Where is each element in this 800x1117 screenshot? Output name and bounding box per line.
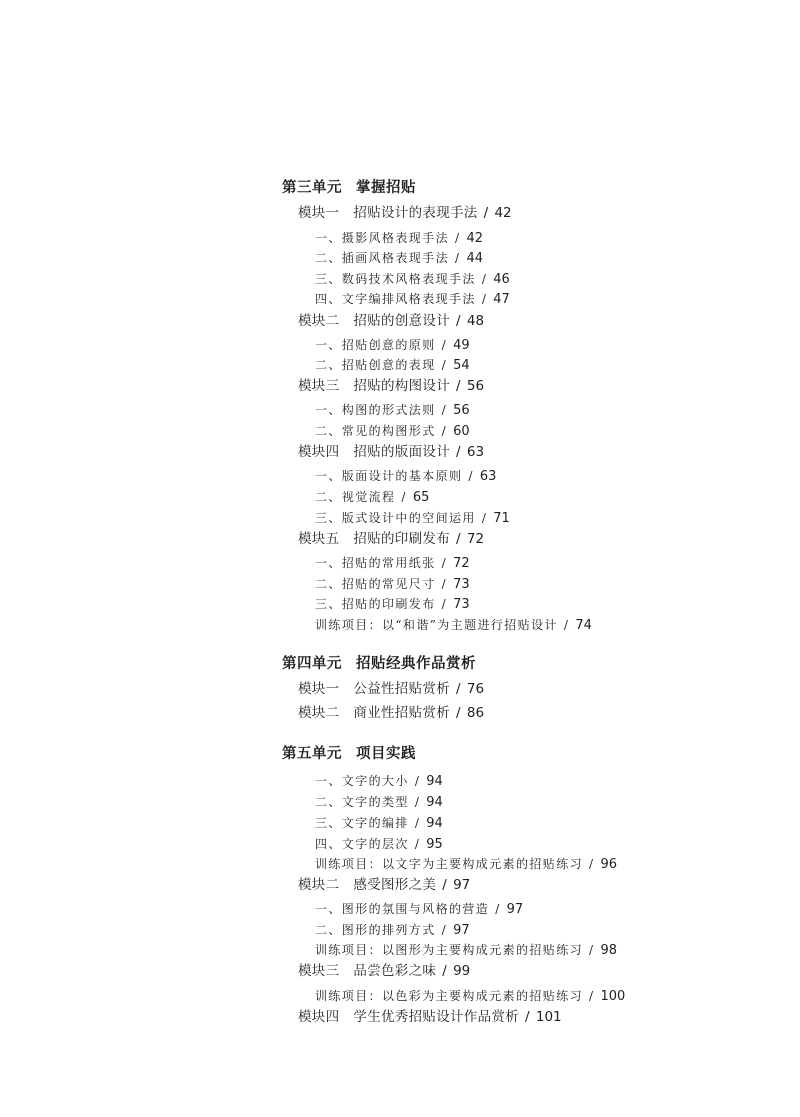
section-entry: 三、招贴的印刷发布 / 73 [315, 597, 470, 612]
module-entry: 模块三 招贴的构图设计 / 56 [298, 378, 485, 394]
section-entry: 四、文字编排风格表现手法 / 47 [315, 292, 510, 307]
module-entry: 模块一 招贴设计的表现手法 / 42 [298, 205, 512, 221]
training-entry: 训练项目：以色彩为主要构成元素的招贴练习 / 100 [315, 989, 626, 1004]
training-entry: 训练项目：以文字为主要构成元素的招贴练习 / 96 [315, 857, 618, 872]
module-entry: 模块四 学生优秀招贴设计作品赏析 / 101 [298, 1009, 562, 1025]
section-entry: 二、文字的类型 / 94 [315, 795, 443, 810]
training-entry: 训练项目：以图形为主要构成元素的招贴练习 / 98 [315, 943, 618, 958]
module-entry: 模块二 商业性招贴赏析 / 86 [298, 705, 485, 721]
section-entry: 三、版式设计中的空间运用 / 71 [315, 511, 510, 526]
module-entry: 模块二 感受图形之美 / 97 [298, 877, 471, 893]
section-entry: 四、文字的层次 / 95 [315, 837, 443, 852]
section-entry: 一、摄影风格表现手法 / 42 [315, 231, 484, 246]
section-entry: 三、文字的编排 / 94 [315, 816, 443, 831]
section-entry: 二、招贴创意的表现 / 54 [315, 358, 470, 373]
section-entry: 二、视觉流程 / 65 [315, 490, 430, 505]
module-entry: 模块四 招贴的版面设计 / 63 [298, 444, 485, 460]
module-entry: 模块二 招贴的创意设计 / 48 [298, 313, 485, 329]
module-entry: 模块三 品尝色彩之味 / 99 [298, 963, 471, 979]
section-entry: 二、插画风格表现手法 / 44 [315, 251, 484, 266]
module-entry: 模块一 公益性招贴赏析 / 76 [298, 681, 485, 697]
section-entry: 一、招贴的常用纸张 / 72 [315, 556, 470, 571]
section-entry: 一、版面设计的基本原则 / 63 [315, 469, 497, 484]
section-entry: 一、构图的形式法则 / 56 [315, 403, 470, 418]
unit-heading: 第三单元 掌握招贴 [282, 179, 416, 196]
training-entry: 训练项目：以“和谐”为主题进行招贴设计 / 74 [315, 618, 592, 633]
module-entry: 模块五 招贴的印刷发布 / 72 [298, 531, 485, 547]
section-entry: 二、招贴的常见尺寸 / 73 [315, 577, 470, 592]
section-entry: 一、图形的氛围与风格的营造 / 97 [315, 902, 524, 917]
section-entry: 三、数码技术风格表现手法 / 46 [315, 272, 510, 287]
unit-heading: 第五单元 项目实践 [282, 745, 416, 762]
unit-heading: 第四单元 招贴经典作品赏析 [282, 655, 476, 672]
section-entry: 一、文字的大小 / 94 [315, 774, 443, 789]
section-entry: 二、图形的排列方式 / 97 [315, 923, 470, 938]
section-entry: 二、常见的构图形式 / 60 [315, 424, 470, 439]
section-entry: 一、招贴创意的原则 / 49 [315, 338, 470, 353]
